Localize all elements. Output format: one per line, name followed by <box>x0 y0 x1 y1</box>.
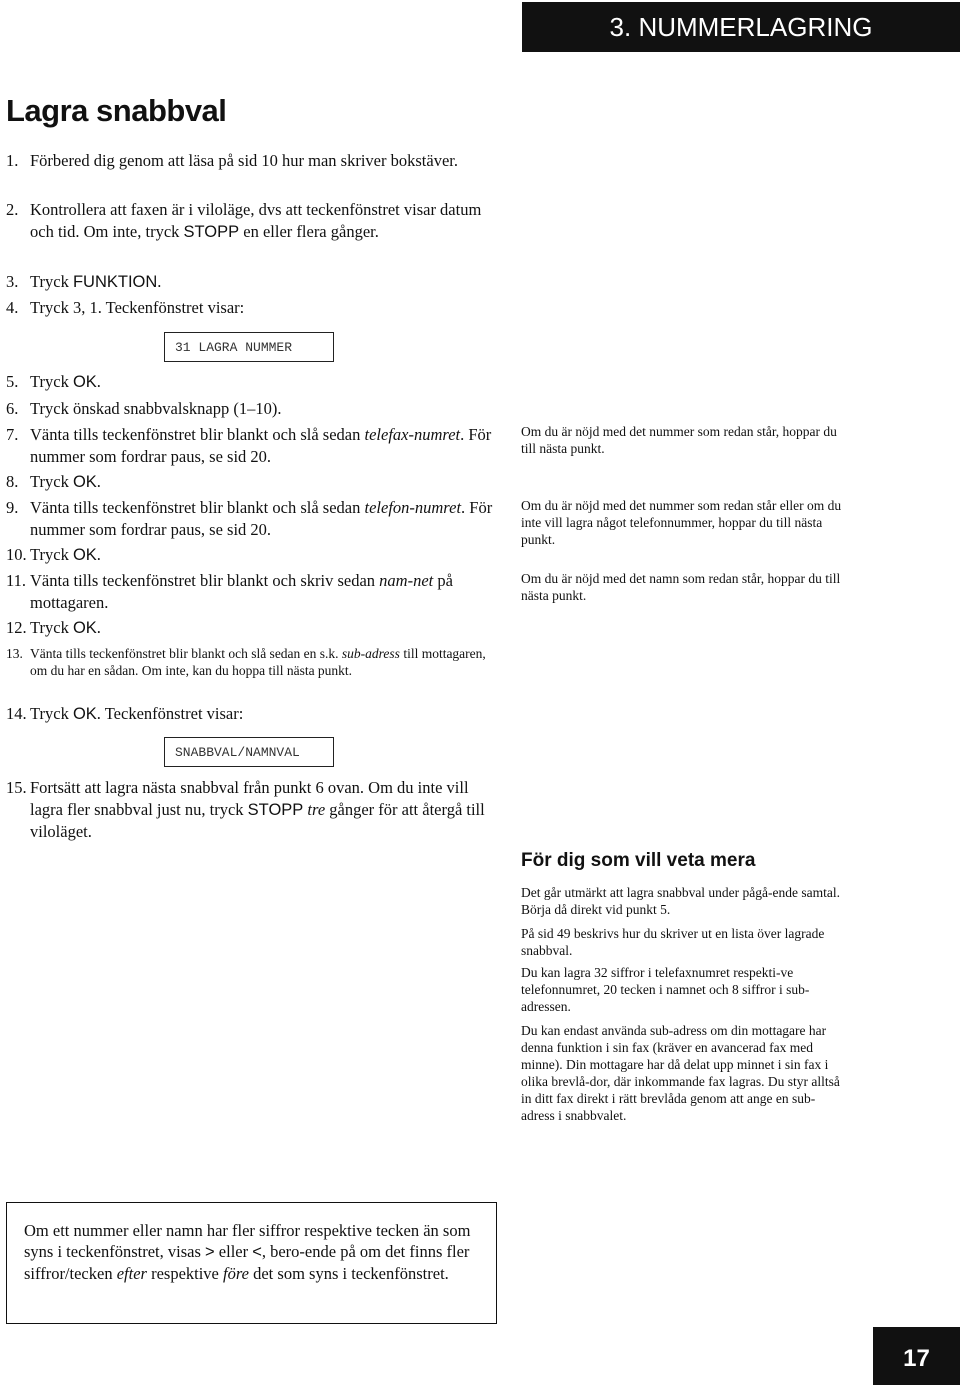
step-text <box>30 570 496 614</box>
step-text <box>30 617 496 639</box>
step-number: 4. <box>6 298 19 317</box>
text-run: . För nummer som fordrar paus, se sid 20. <box>30 425 492 466</box>
step-item <box>6 570 496 614</box>
step-text <box>30 703 496 725</box>
key-label: STOPP <box>183 223 240 241</box>
step-number: 1. <box>6 151 19 170</box>
text-run: Tryck <box>30 472 73 491</box>
key-label: OK <box>72 473 97 491</box>
key-label: OK <box>72 373 97 391</box>
key-label: OK <box>72 705 97 723</box>
key-label: OK <box>72 546 97 564</box>
text-run: Tryck önskad snabbvalsknapp (1–10). <box>30 399 282 418</box>
text-run: Vänta tills teckenfönstret blir blankt och slå sedan <box>30 425 365 444</box>
text-run: Tryck <box>30 704 73 723</box>
step-item <box>6 199 496 243</box>
step-item <box>6 645 496 679</box>
text-run: Fortsätt att lagra nästa snabbval från punkt 6 ovan. Om du inte vill lagra fler snabbval just nu, tryck <box>30 778 469 819</box>
emphasis: sub-adress <box>341 646 400 661</box>
step-item <box>6 777 496 843</box>
text-run: . <box>96 472 101 491</box>
step-number: 14. <box>6 704 27 723</box>
step-item <box>6 424 496 468</box>
text-run: Tryck <box>30 545 73 564</box>
key-label: STOPP <box>247 801 304 819</box>
step-text <box>30 371 496 393</box>
display-box-snabbval: SNABBVAL/NAMNVAL <box>164 737 334 767</box>
text-run: på mottagaren. <box>30 571 453 612</box>
step-number: 8. <box>6 472 19 491</box>
emphasis: telefon-numret <box>364 498 462 517</box>
step-text <box>30 471 496 493</box>
text-run: . För nummer som fordrar paus, se sid 20. <box>30 498 493 539</box>
info-box <box>6 1202 497 1324</box>
text-run: en eller flera gånger. <box>239 222 379 241</box>
key-label: < <box>252 1243 262 1261</box>
step-item <box>6 271 496 293</box>
key-label: OK <box>72 619 97 637</box>
step-text <box>30 297 496 319</box>
page-number: 17 <box>873 1327 960 1385</box>
text-run: . <box>96 372 101 391</box>
text-run: . Teckenfönstret visar: <box>96 704 244 723</box>
side-note: Om du är nöjd med det nummer som redan står, hoppar du till nästa punkt. <box>521 424 837 456</box>
side-note: Om du är nöjd med det namn som redan står, hoppar du till nästa punkt. <box>521 571 841 603</box>
info-box-text <box>24 1221 470 1283</box>
step-text <box>30 398 496 420</box>
text-run: . <box>96 618 101 637</box>
text-run: respektive <box>146 1264 224 1283</box>
text-run: till mottagaren, om du har en sådan. Om inte, kan du hoppa till nästa punkt. <box>30 646 486 678</box>
extra-paragraph: Du kan endast använda sub-adress om din mottagare har denna funktion i sin fax (kräver en avancerad fax med minne). Din mottagare har då delat upp minnet i sin fax i olika brevlå-dor, där inkommande fax lagras. Du styr alltså in ditt fax direkt i rätt brevlåda genom att ange en sub-adress i snabbvalet. <box>521 1023 840 1123</box>
text-run: Vänta tills teckenfönstret blir blankt och slå sedan en s.k. <box>30 646 342 661</box>
step-number: 6. <box>6 399 19 418</box>
step-text <box>30 424 496 468</box>
text-run: Tryck <box>30 272 73 291</box>
step-text <box>30 777 496 843</box>
text-run: Vänta tills teckenfönstret blir blankt och skriv sedan <box>30 571 380 590</box>
step-number: 3. <box>6 272 19 291</box>
step-number: 13. <box>6 646 23 661</box>
step-number: 15. <box>6 778 27 797</box>
step-text <box>30 497 496 541</box>
text-run: Tryck <box>30 618 73 637</box>
step-text <box>30 645 496 679</box>
step-text <box>30 271 496 293</box>
step-number: 7. <box>6 425 19 444</box>
emphasis: nam-net <box>379 571 434 590</box>
text-run: , bero-ende på om det finns fler siffror/tecken <box>24 1242 470 1283</box>
step-item <box>6 703 496 725</box>
text-run: Kontrollera att faxen är i viloläge, dvs att teckenfönstret visar datum och tid. Om inte, tryck <box>30 200 482 241</box>
emphasis: telefax-numret <box>364 425 461 444</box>
step-item <box>6 544 496 566</box>
step-number: 11. <box>6 571 27 590</box>
text-run: Tryck 3, 1. Teckenfönstret visar: <box>30 298 245 317</box>
emphasis: efter <box>116 1264 147 1283</box>
page-title: Lagra snabbval <box>6 93 227 128</box>
text-run: gånger för att återgå till viloläget. <box>30 800 485 841</box>
key-label: > <box>205 1243 215 1261</box>
step-text <box>30 199 496 243</box>
display-box-lagra-nummer: 31 LAGRA NUMMER <box>164 332 334 362</box>
text-run: Tryck <box>30 372 73 391</box>
step-item <box>6 297 496 319</box>
side-note: Om du är nöjd med det nummer som redan står eller om du inte vill lagra något telefonnummer, hoppar du till nästa punkt. <box>521 498 842 547</box>
step-text <box>30 150 496 172</box>
step-item <box>6 617 496 639</box>
extra-info-title: För dig som vill veta mera <box>521 850 756 871</box>
extra-paragraph: Det går utmärkt att lagra snabbval under pågå-ende samtal. Börja då direkt vid punkt 5. <box>521 885 840 917</box>
step-item <box>6 371 496 393</box>
text-run: det som syns i teckenfönstret. <box>248 1264 449 1283</box>
text-run: eller <box>214 1242 253 1261</box>
text-run: Vänta tills teckenfönstret blir blankt och slå sedan <box>30 498 365 517</box>
step-number: 5. <box>6 372 19 391</box>
key-label: FUNKTION <box>72 273 158 291</box>
emphasis: tre <box>307 800 326 819</box>
extra-paragraph: Du kan lagra 32 siffror i telefaxnumret respekti-ve telefonnumret, 20 tecken i namnet och 8 siffror i sub-adressen. <box>521 965 810 1014</box>
step-item <box>6 398 496 420</box>
step-text <box>30 544 496 566</box>
text-run: Om ett nummer eller namn har fler siffror respektive tecken än som syns i teckenfönstret, visas <box>24 1221 471 1261</box>
step-item <box>6 497 496 541</box>
text-run: Förbered dig genom att läsa på sid 10 hur man skriver bokstäver. <box>30 151 458 170</box>
step-number: 12. <box>6 618 27 637</box>
step-item <box>6 471 496 493</box>
emphasis: före <box>223 1264 249 1283</box>
text-run: . <box>157 272 162 291</box>
chapter-header: 3. NUMMERLAGRING <box>522 2 960 52</box>
step-number: 2. <box>6 200 19 219</box>
step-number: 10. <box>6 545 27 564</box>
step-item <box>6 150 496 172</box>
step-number: 9. <box>6 498 19 517</box>
extra-paragraph: På sid 49 beskrivs hur du skriver ut en lista över lagrade snabbval. <box>521 926 825 958</box>
text-run: . <box>96 545 101 564</box>
